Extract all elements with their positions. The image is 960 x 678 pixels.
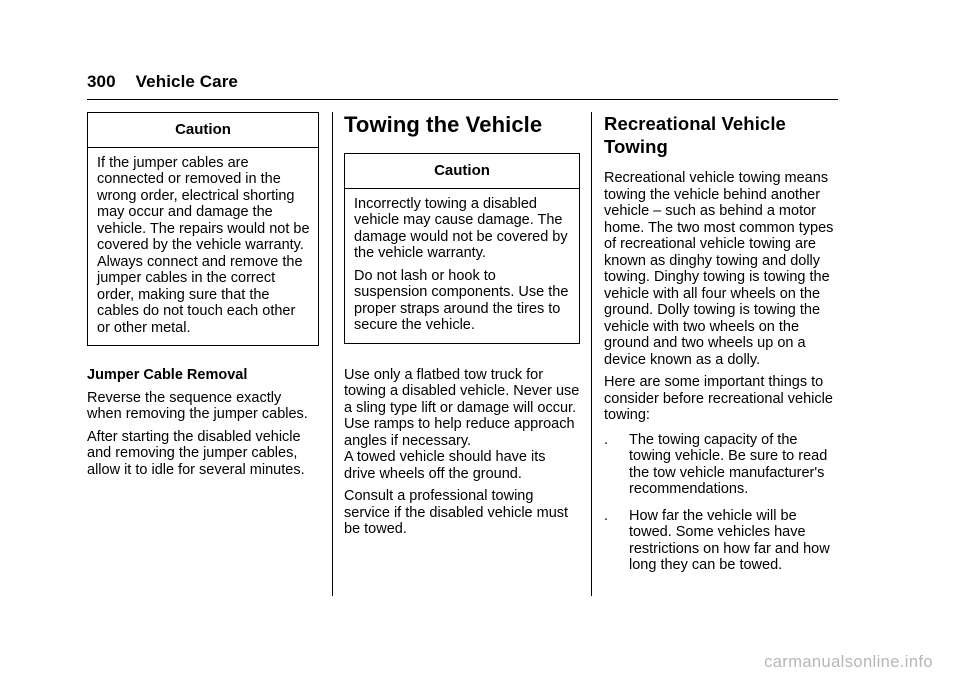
column-divider-1 xyxy=(332,112,333,596)
caution-paragraph: Do not lash or hook to suspension components. Use the proper straps around the tires to secure the vehicle. xyxy=(354,267,569,333)
bullet-marker: . xyxy=(604,431,609,448)
paragraph: Use only a flatbed tow truck for towing a disabled vehicle. Never use a sling type lift or damage will occur. Use ramps to help reduce approach angles if necessary. xyxy=(344,366,580,449)
section-heading-towing: Towing the Vehicle xyxy=(344,112,543,137)
page-header xyxy=(87,72,238,92)
column-right xyxy=(604,112,840,584)
caution-box-jumper xyxy=(87,112,319,346)
column-divider-2 xyxy=(591,112,592,596)
list-item xyxy=(604,508,840,574)
caution-title: Caution xyxy=(88,113,318,148)
paragraph: After starting the disabled vehicle and removing the jumper cables, allow it to idle for several minutes. xyxy=(87,428,305,478)
watermark: carmanualsonline.info xyxy=(764,653,933,671)
page-title: Vehicle Care xyxy=(135,72,238,91)
caution-body xyxy=(88,148,318,346)
bullet-marker: . xyxy=(604,507,609,524)
paragraph: Recreational vehicle towing means towing the vehicle behind another vehicle – such as behind a motor home. The two most common types of recreational vehicle towing are known as dinghy towing and dolly towing. Dinghy towing is towing the vehicle with all four wheels on the ground. Dolly towing is towing the vehicle with two wheels on the ground and two wheels up on a device known as a dolly. xyxy=(604,170,834,368)
caution-box-towing xyxy=(344,153,580,344)
list-item xyxy=(604,432,840,498)
caution-title: Caution xyxy=(345,154,579,189)
paragraph: Consult a professional towing service if the disabled vehicle must be towed. xyxy=(344,488,569,537)
section-heading-rv-towing: Recreational Vehicle Towing xyxy=(604,113,786,157)
caution-text: If the jumper cables are connected or removed in the wrong order, electrical shorting may occur and damage the vehicle. The repairs would not be covered by the vehicle warranty. Always connect and remove the jumper cables in the correct order, making sure that the cables do not touch each other or other metal. xyxy=(97,154,310,336)
caution-paragraph: Incorrectly towing a disabled vehicle may cause damage. The damage would not be covered by the vehicle warranty. xyxy=(354,195,568,261)
list-item-text: The towing capacity of the towing vehicle. Be sure to read the tow vehicle manufacturer's recommendations. xyxy=(629,431,828,497)
caution-body xyxy=(345,189,579,343)
subheading-jumper-cable-removal: Jumper Cable Removal xyxy=(87,367,248,383)
column-middle xyxy=(344,112,580,544)
paragraph: A towed vehicle should have its drive wheels off the ground. xyxy=(344,449,546,482)
paragraph: Reverse the sequence exactly when removing the jumper cables. xyxy=(87,389,308,422)
list-item-text: How far the vehicle will be towed. Some vehicles have restrictions on how far and how long they can be towed. xyxy=(629,507,830,573)
page-number: 300 xyxy=(87,72,116,91)
header-rule xyxy=(87,99,838,100)
paragraph: Here are some important things to consider before recreational vehicle towing: xyxy=(604,374,833,423)
bullet-list xyxy=(604,432,840,574)
column-left xyxy=(87,112,319,484)
